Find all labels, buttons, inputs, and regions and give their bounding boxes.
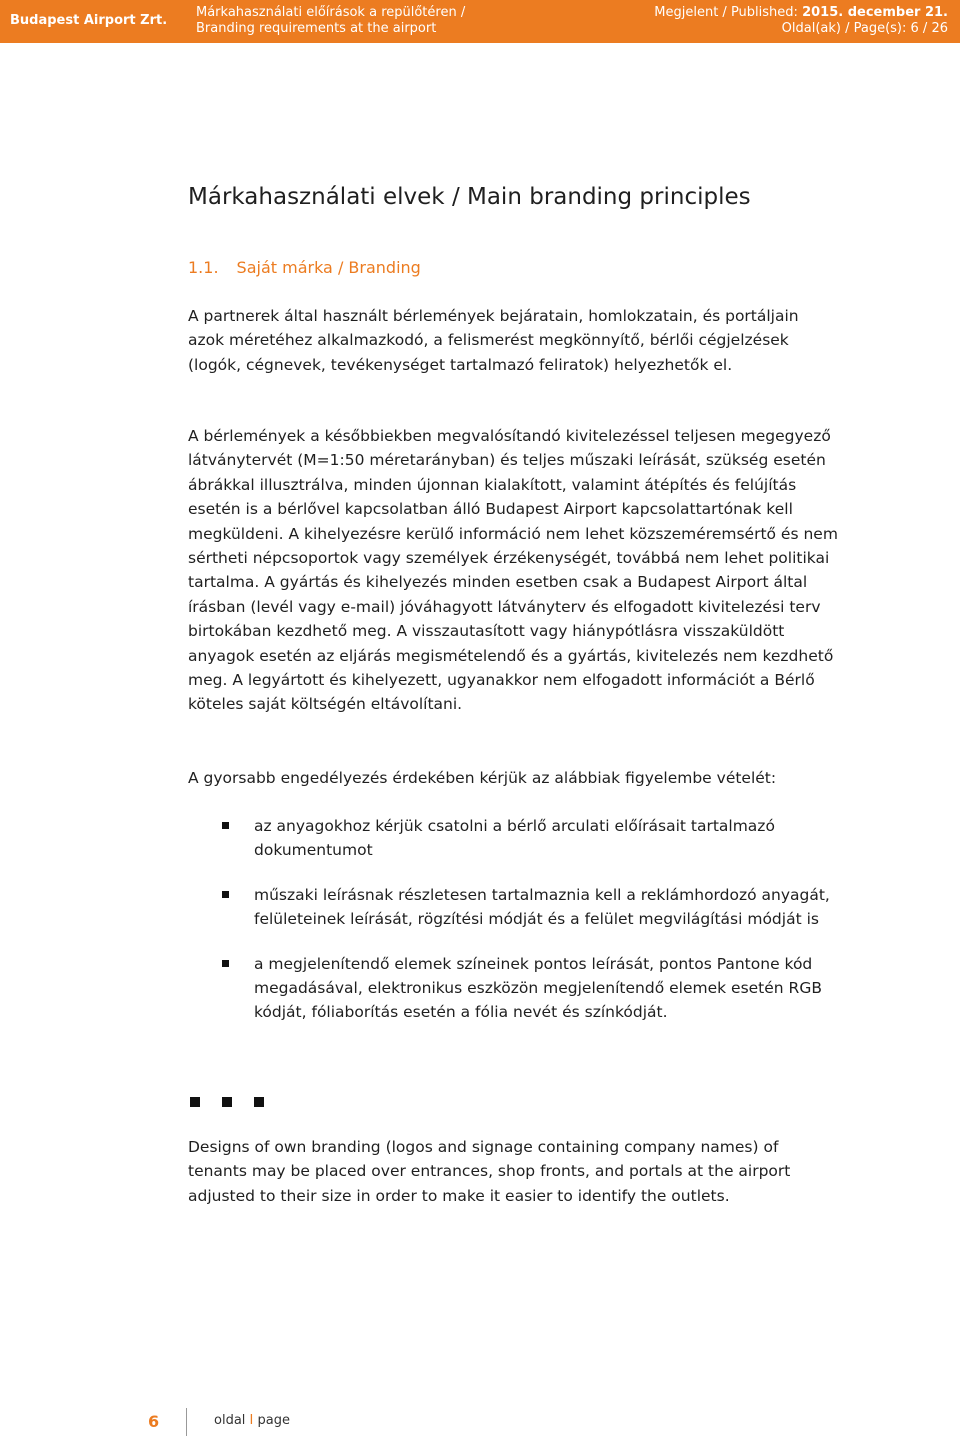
footer-label-hu: oldal [214,1413,246,1428]
list-item [188,952,838,1025]
list-item [188,814,838,863]
header-page-label: Oldal(ak) / Page(s): [781,21,907,36]
section-number: 1.1. [188,258,219,277]
footer-label-pipe: I [249,1413,254,1428]
paragraph-english: Designs of own branding (logos and signage containing company names) of tenants may be placed over entrances, shop fronts, and portals at the airport adjusted to their size in order to make it easier to identify the outlets. [188,1138,791,1205]
footer-label-en: page [257,1413,290,1428]
separator-square-icon [190,1097,200,1107]
header-doc-title-en: Branding requirements at the airport [196,21,437,36]
header-published [654,5,948,21]
header-meta [654,5,948,37]
footer-divider [186,1408,187,1436]
header-published-date: 2015. december 21. [802,5,948,20]
footer-page-number: 6 [148,1412,160,1431]
list-item-text: az anyagokhoz kérjük csatolni a bérlő arculati előírásait tartalmazó dokumentumot [254,817,775,860]
header-published-label: Megjelent / Published: [654,5,798,20]
bullet-square-icon [222,960,229,967]
footer-page-label [214,1413,290,1428]
page-header [0,0,960,43]
list-item-text: a megjelenítendő elemek színeinek pontos leírását, pontos Pantone kód megadásával, elektronikus eszközön megjelenítendő elemek esetén RGB kódját, fóliaborítás esetén a fólia nevét és színkódját. [254,954,822,1022]
bullet-square-icon [222,891,229,898]
header-doc-title-hu: Márkahasználati előírások a repülőtéren / [196,5,466,20]
paragraph-approval-note: A gyorsabb engedélyezés érdekében kérjük az alábbiak figyelembe vételét: [188,769,777,787]
list-item-text: műszaki leírásnak részletesen tartalmaznia kell a reklámhordozó anyagát, felületeinek leírását, rögzítési módját és a felület megvilágítási módját is [254,885,830,929]
section-heading [188,258,421,277]
bullet-square-icon [222,822,229,829]
bullet-list [188,814,838,1045]
paragraph-intro: A partnerek által használt bérlemények bejáratain, homlokzatain, és portáljain azok méretéhez alkalmazkodó, a felismerést megkönnyítő, bérlői cégjelzések (logók, cégnevek, tevékenységet tartalmazó feliratok) helyezhetők el. [188,307,799,374]
paragraph-requirements: A bérlemények a későbbiekben megvalósítandó kivitelezéssel teljesen megegyező látványtervét (M=1:50 méretarányban) és teljes műszaki leírását, szükség esetén ábrákkal illusztrálva, minden újonnan kialakított, valamint átépítés és felújítás esetén is a bérlővel kapcsolatban álló Budapest Airport kapcsolattartónak kell megküldeni. A kihelyezésre kerülő információ nem lehet közszeméremsértő és nem sértheti népcsoportok vagy személyek érzékenységét, továbbá nem lehet politikai tartalma. A gyártás és kihelyezés minden esetben csak a Budapest Airport által írásban (levél vagy e-mail) jóváhagyott látványterv és elfogadott kivitelezési terv birtokában kezdhető meg. A visszautasított vagy hiánypótlásra visszaküldött anyagok esetén az eljárás megismételendő és a gyártás, kivitelezés nem kezdhető meg. A legyártott és kihelyezett, ugyanakkor nem elfogadott információt a Bérlő köteles saját költségén eltávolítani. [188,427,838,714]
header-doc-title [196,5,465,37]
header-page [654,21,948,37]
header-page-info: 6 / 26 [910,21,948,36]
section-title: Saját márka / Branding [236,258,421,277]
page-title: Márkahasználati elvek / Main branding principles [188,184,751,210]
list-item [188,883,838,932]
separator-square-icon [222,1097,232,1107]
header-company: Budapest Airport Zrt. [10,13,168,28]
section-separator [190,1092,286,1104]
separator-square-icon [254,1097,264,1107]
